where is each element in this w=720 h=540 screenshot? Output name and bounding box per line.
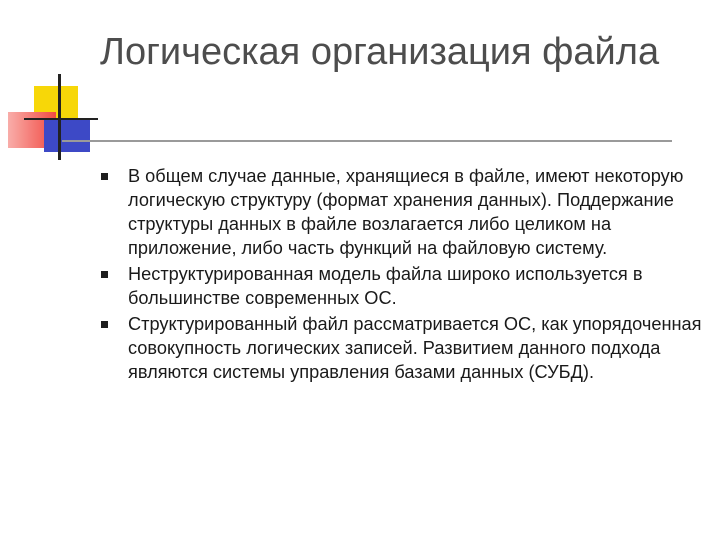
square-bullet-icon bbox=[101, 271, 108, 278]
bullet-item bbox=[98, 164, 708, 260]
slide-title: Логическая организация файла bbox=[100, 31, 660, 73]
square-bullet-icon bbox=[101, 321, 108, 328]
square-bullet-icon bbox=[101, 173, 108, 180]
bullet-item bbox=[98, 312, 708, 384]
bullet-text: В общем случае данные, хранящиеся в файле, имеют некоторую логическую структуру (формат хранения данных). Поддержание структуры данных в файле возлагается либо целиком на приложение, либо часть функций на файловую систему. bbox=[128, 166, 684, 258]
horizontal-line bbox=[24, 118, 98, 120]
vertical-line bbox=[58, 74, 61, 160]
corner-decoration bbox=[0, 0, 110, 170]
title-underline bbox=[62, 140, 672, 142]
bullet-item bbox=[98, 262, 708, 310]
bullet-text: Структурированный файл рассматривается ОС, как упорядоченная совокупность логических записей. Развитием данного подхода являются системы управления базами данных (СУБД). bbox=[128, 314, 702, 382]
blue-square bbox=[44, 120, 90, 152]
bullet-list bbox=[98, 164, 708, 386]
bullet-text: Неструктурированная модель файла широко используется в большинстве современных ОС. bbox=[128, 264, 643, 308]
